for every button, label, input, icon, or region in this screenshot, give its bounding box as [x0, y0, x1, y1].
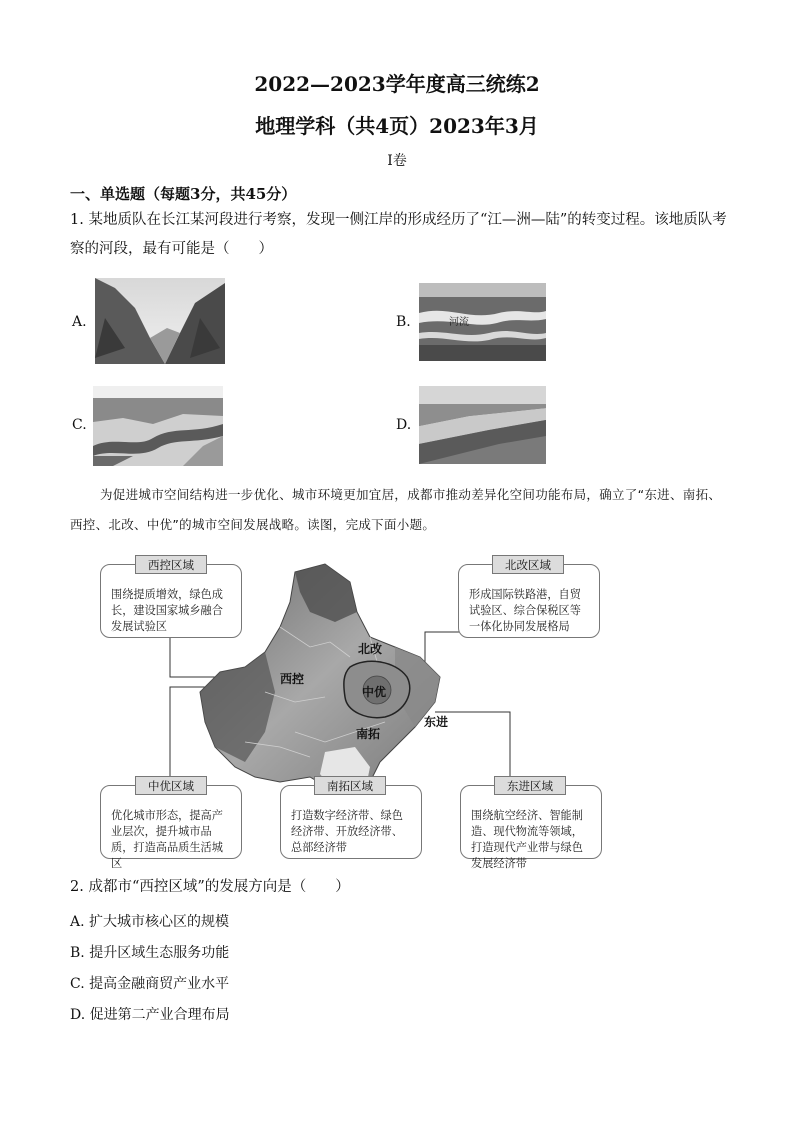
nantuo-tag: 南拓区域 [314, 776, 386, 795]
option-d-letter: D. [396, 417, 412, 433]
reading-passage: 为促进城市空间结构进一步优化、城市环境更加宜居，成都市推动差异化空间功能布局，确立了“东进、南拓、西控、北改、中优”的城市空间发展战略。读图，完成下面小题。 [70, 487, 722, 532]
xikong-box [100, 564, 242, 638]
label-beigai: 北改 [358, 642, 383, 656]
question-2-stem: 2. 成都市“西控区域”的发展方向是（ ） [70, 879, 350, 895]
nantuo-box [280, 785, 422, 859]
beigai-text: 形成国际铁路港，自贸试验区、综合保税区等一体化协同发展格局 [469, 588, 581, 633]
zhongyou-text: 优化城市形态，提高产业层次，提升城市品质，打造高品质生活城区 [111, 809, 223, 870]
zhongyou-tag: 中优区域 [135, 776, 207, 795]
dongjin-text: 围绕航空经济、智能制造、现代物流等领域，打造现代产业带与绿色发展经济带 [471, 809, 583, 870]
question-1-stem: 1. 某地质队在长江某河段进行考察，发现一侧江岸的形成经历了“江—洲—陆”的转变过程。该地质队考察的河段，最有可能是（ ） [70, 212, 727, 257]
label-nantuo: 南拓 [356, 727, 381, 741]
label-dongjin: 东进 [424, 715, 449, 729]
xikong-text: 围绕提质增效，绿色成长，建设国家城乡融合发展试验区 [111, 588, 223, 633]
dongjin-tag: 东进区域 [494, 776, 566, 795]
exam-title: 2022—2023学年度高三统练2 [254, 72, 540, 96]
section-heading: 一、单选题（每题3分，共45分） [70, 185, 297, 203]
q2-choice-d: D. 促进第二产业合理布局 [70, 1007, 230, 1023]
q2-choice-c: C. 提高金融商贸产业水平 [70, 976, 230, 992]
label-zhongyou: 中优 [362, 685, 387, 699]
q2-choice-a: A. 扩大城市核心区的规模 [70, 914, 230, 930]
volume-label: Ⅰ卷 [387, 153, 407, 169]
beigai-box [458, 564, 600, 638]
photo-caption: 河流 [449, 317, 469, 328]
label-xikong: 西控 [280, 672, 305, 686]
xikong-tag: 西控区域 [135, 555, 207, 574]
q2-choice-b: B. 提升区域生态服务功能 [70, 945, 230, 961]
beigai-tag: 北改区域 [492, 555, 564, 574]
option-c-letter: C. [72, 417, 87, 433]
canyon-river-photo [93, 386, 223, 466]
option-a-letter: A. [72, 314, 87, 330]
nantuo-text: 打造数字经济带、绿色经济带、开放经济带、总部经济带 [291, 809, 403, 854]
dongjin-box [460, 785, 602, 870]
exam-subtitle: 地理学科（共4页）2023年3月 [255, 114, 539, 138]
mountain-valley-photo [95, 278, 225, 364]
braided-river-photo [419, 283, 546, 361]
wide-river-photo [419, 386, 546, 464]
option-b-letter: B. [396, 314, 411, 330]
zhongyou-box [100, 785, 242, 870]
